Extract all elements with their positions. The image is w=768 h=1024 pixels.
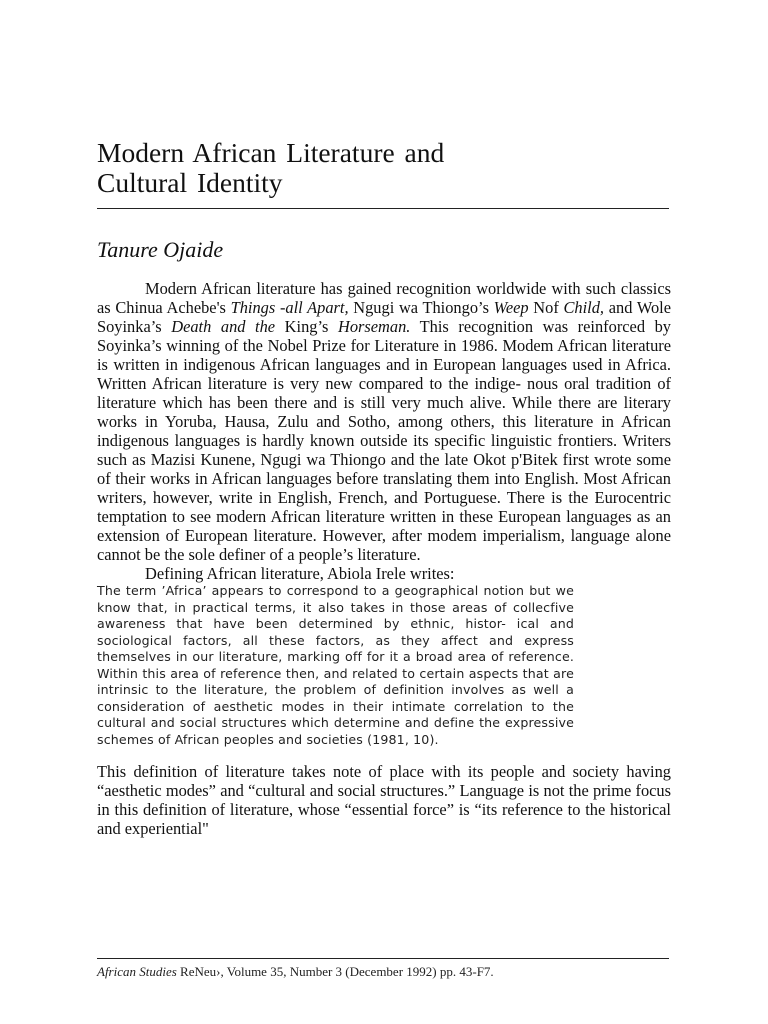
paragraph-1-text-a: Modern African literature has gained recognition worldwide with such classics as Chinua Achebe's: [97, 279, 671, 317]
citation-details: ReNeu›, Volume 35, Number 3 (December 1992) pp. 43-F7.: [176, 964, 494, 979]
work-title-death-and-the: Death and the: [171, 317, 276, 336]
paragraph-1-text-b: Ngugi wa Thiongo’s: [348, 298, 494, 317]
article-title: [97, 138, 657, 198]
paragraph-3: This definition of literature takes note of place with its people and society having “aesthetic modes” and “cultural and social structures.” Language is not the prime focus in this definition of literature, whose “essential force” is “its reference to the historical and experiential": [97, 762, 671, 838]
work-title-things-fall-apart: Things -all Apart,: [230, 298, 349, 317]
paragraph-2: Defining African literature, Abiola Irele writes:: [145, 564, 455, 583]
title-line-1: Modern African Literature and: [97, 137, 445, 168]
work-title-child: Child,: [563, 298, 605, 317]
citation-footer: [97, 964, 494, 980]
work-title-horseman: Horseman.: [337, 317, 411, 336]
paragraph-1-text-f: This recognition was reinforced by Soyinka’s winning of the Nobel Prize for Literature in 1986. Modem African literature is written in indigenous African languages and in European languages used in Africa. Written African literature is very new compared to the indige- nous oral tradition of literature which has been there and is still very much alive. While there are literary works in Yoruba, Hausa, Zulu and Sotho, among others, this literature in African indigenous languages is hardly known outside its specific linguistic frontiers. Writers such as Mazisi Kunene, Ngugi wa Thiongo and the late Okot p'Bitek first wrote some of their works in African languages before translating them into English. Most African writers, however, write in English, French, and Portuguese. There is the Eurocentric temptation to see modern African literature written in these European languages as an extension of European literature. However, after modem imperialism, language alone cannot be the sole definer of a people’s literature.: [97, 317, 671, 564]
footer-divider: [97, 958, 669, 959]
journal-name: African Studies: [97, 964, 177, 979]
block-quote: The term ’Africa’ appears to correspond to a geographical notion but we know that, in practical terms, it also takes in those areas of collecfive awareness that have been determined by ethnic, histor- ical and sociological factors, all these factors, as they affect and express themselves in our literature, marking off for it a broad area of reference. Within this area of reference then, and related to certain aspects that are intrinsic to the literature, the problem of definition involves as well a consideration of aesthetic modes in their intimate correlation to the cultural and social structures which determine and define the expressive schemes of African peoples and societies (1981, 10).: [97, 583, 574, 747]
title-line-2: Cultural Identity: [97, 167, 283, 198]
article-body: [97, 279, 671, 838]
author-name: Tanure Ojaide: [97, 237, 224, 262]
paragraph-1-text-c: Nof: [528, 298, 564, 317]
paragraph-1: [97, 279, 671, 564]
paragraph-1-text-e: King’s: [275, 317, 338, 336]
title-divider: [97, 208, 669, 209]
paragraph-1-text-d: and Wole Soyinka’s: [97, 298, 671, 336]
work-title-weep: Weep: [493, 298, 529, 317]
